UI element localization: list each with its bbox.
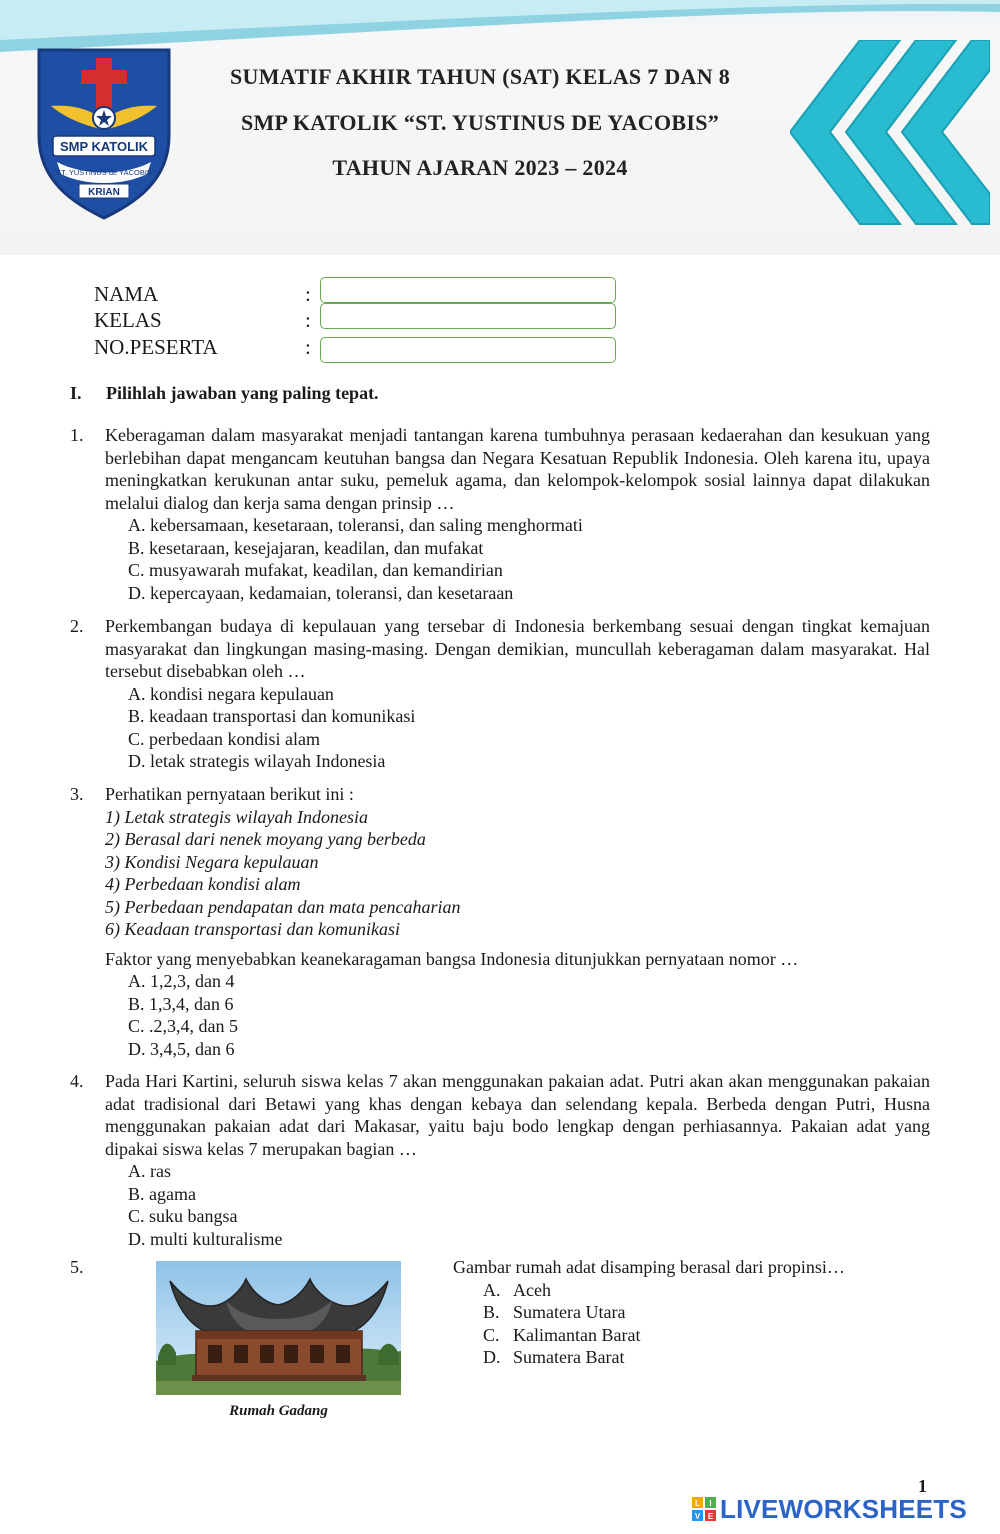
participant-number-input-box[interactable] [320,337,616,363]
svg-text:V: V [694,1512,701,1521]
question-number: 4. [70,1071,84,1091]
question-number: 3. [70,784,84,804]
option-text: Sumatera Utara [513,1302,626,1322]
answer-option[interactable]: A. ras [128,1161,171,1181]
chevron-decoration-icon [790,40,990,225]
option-text: Kalimantan Barat [513,1324,641,1345]
statement-item: 5) Perbedaan pendapatan dan mata pencaharian [105,896,461,917]
header-title-line2: SMP KATOLIK “ST. YUSTINUS DE YACOBIS” [240,110,720,135]
answer-option[interactable]: B. 1,3,4, dan 6 [128,993,234,1014]
question-5-text-block [453,1256,845,1369]
answer-option[interactable]: D. letak strategis wilayah Indonesia [128,751,386,771]
header-title-line1: SUMATIF AKHIR TAHUN (SAT) KELAS 7 DAN 8 [229,64,731,89]
option-text: Sumatera Barat [513,1347,625,1367]
header-title-line3: TAHUN AJARAN 2023 – 2024 [332,155,628,180]
name-label: NAMA [94,282,159,306]
answer-option[interactable]: B. kesetaraan, kesejajaran, keadilan, dan mufakat [128,537,484,558]
answer-option[interactable]: A. kebersamaan, kesetaraan, toleransi, dan saling menghormati [128,515,583,535]
option-letter: A. [483,1279,501,1300]
liveworksheets-logo-icon [692,1497,716,1521]
answer-option[interactable] [483,1346,845,1369]
answer-option[interactable]: D. kepercayaan, kedamaian, toleransi, dan kesetaraan [128,582,514,603]
logo-text-school: SMP KATOLIK [59,139,149,154]
answer-option[interactable] [483,1279,845,1302]
liveworksheets-wordmark: LIVEWORKSHEETS [720,1493,967,1524]
section-title: Pilihlah jawaban yang paling tepat. [106,383,379,403]
statement-item: 1) Letak strategis wilayah Indonesia [105,806,368,827]
participant-number-label: NO.PESERTA [94,335,218,359]
question-1 [70,424,930,604]
answer-option[interactable]: C. musyawarah mufakat, keadilan, dan kemandirian [128,560,503,580]
question-text: Keberagaman dalam masyarakat menjadi tantangan karena tumbuhnya perasaan kedaerahan dan kesukuan yang berlebihan dapat mengancam keutuhan bangsa dan Negara Kesatuan Republik Indonesia. Oleh karena itu, upaya meningkatkan kerukunan antar suku, pemeluk agama, dan kelompok-kelompok sosial lainnya dapat dilakukan melalui dialog dan kerja sama dengan prinsip … [105,425,930,513]
answer-option[interactable]: B. keadaan transportasi dan komunikasi [128,706,416,726]
answer-option[interactable]: C. .2,3,4, dan 5 [128,1016,238,1036]
section-heading [70,383,379,404]
question-prompt: Faktor yang menyebabkan keanekaragaman bangsa Indonesia ditunjukkan pernyataan nomor … [105,948,799,969]
page-number: 1 [918,1476,927,1496]
svg-text:I: I [709,1499,712,1508]
answer-option[interactable]: D. multi kulturalisme [128,1228,283,1249]
statement-item: 6) Keadaan transportasi dan komunikasi [105,919,400,939]
answer-option[interactable]: D. 3,4,5, dan 6 [128,1038,235,1059]
question-text: Gambar rumah adat disamping berasal dari propinsi… [453,1257,845,1277]
participant-number-colon: : [305,335,311,359]
answer-option[interactable]: A. 1,2,3, dan 4 [128,971,235,991]
question-text: Perhatikan pernyataan berikut ini : [105,784,354,804]
answer-option[interactable]: A. kondisi negara kepulauan [128,683,334,704]
exam-header [0,0,1000,255]
logo-text-city: KRIAN [88,187,120,198]
statement-item: 2) Berasal dari nenek moyang yang berbeda [105,829,426,849]
option-letter: C. [483,1324,500,1345]
answer-option[interactable]: C. suku bangsa [128,1206,238,1226]
rumah-gadang-photo [156,1261,401,1395]
svg-text:L: L [695,1499,700,1508]
answer-option[interactable]: C. perbedaan kondisi alam [128,728,320,749]
answer-option[interactable] [483,1324,845,1347]
liveworksheets-brand[interactable] [692,1494,967,1524]
name-input-box[interactable] [320,277,616,303]
logo-text-name: ST. YUSTINUS de YACOBIS [56,168,152,177]
question-number: 2. [70,616,84,636]
class-label: KELAS [94,308,162,332]
question-text: Pada Hari Kartini, seluruh siswa kelas 7 akan menggunakan pakaian adat. Putri akan akan menggunakan pakaian adat tradisional dari Betawi yang khas dengan kebaya dan selendang kepala. Berbeda dengan Putri, Husna menggunakan pakaian adat dari Makasar, yaitu baju bodo lengkap dengan perhiasannya. Pakaian adat yang dipakai siswa kelas 7 merupakan bagian … [105,1071,930,1159]
photo-caption: Rumah Gadang [229,1403,328,1419]
svg-text:E: E [707,1512,714,1521]
section-number: I. [70,383,82,403]
answer-option[interactable]: B. agama [128,1183,196,1204]
statement-item: 3) Kondisi Negara kepulauan [105,851,319,872]
question-2 [70,615,930,773]
question-number: 5. [70,1257,84,1277]
statement-item: 4) Perbedaan kondisi alam [105,874,301,894]
option-letter: D. [483,1347,501,1367]
name-colon: : [305,282,311,306]
answer-option[interactable] [483,1301,845,1324]
question-4 [70,1070,930,1250]
option-text: Aceh [513,1279,551,1300]
class-colon: : [305,308,311,332]
question-number: 1. [70,425,84,445]
question-text: Perkembangan budaya di kepulauan yang tersebar di Indonesia berkembang sesuai dengan tingkat kemajuan masyarakat dan lingkungan masing-masing. Dengan demikian, muncullah keberagaman dalam masyarakat. Hal tersebut disebabkan oleh … [105,616,930,681]
class-input-box[interactable] [320,303,616,329]
option-letter: B. [483,1302,500,1322]
question-3 [70,783,930,1060]
